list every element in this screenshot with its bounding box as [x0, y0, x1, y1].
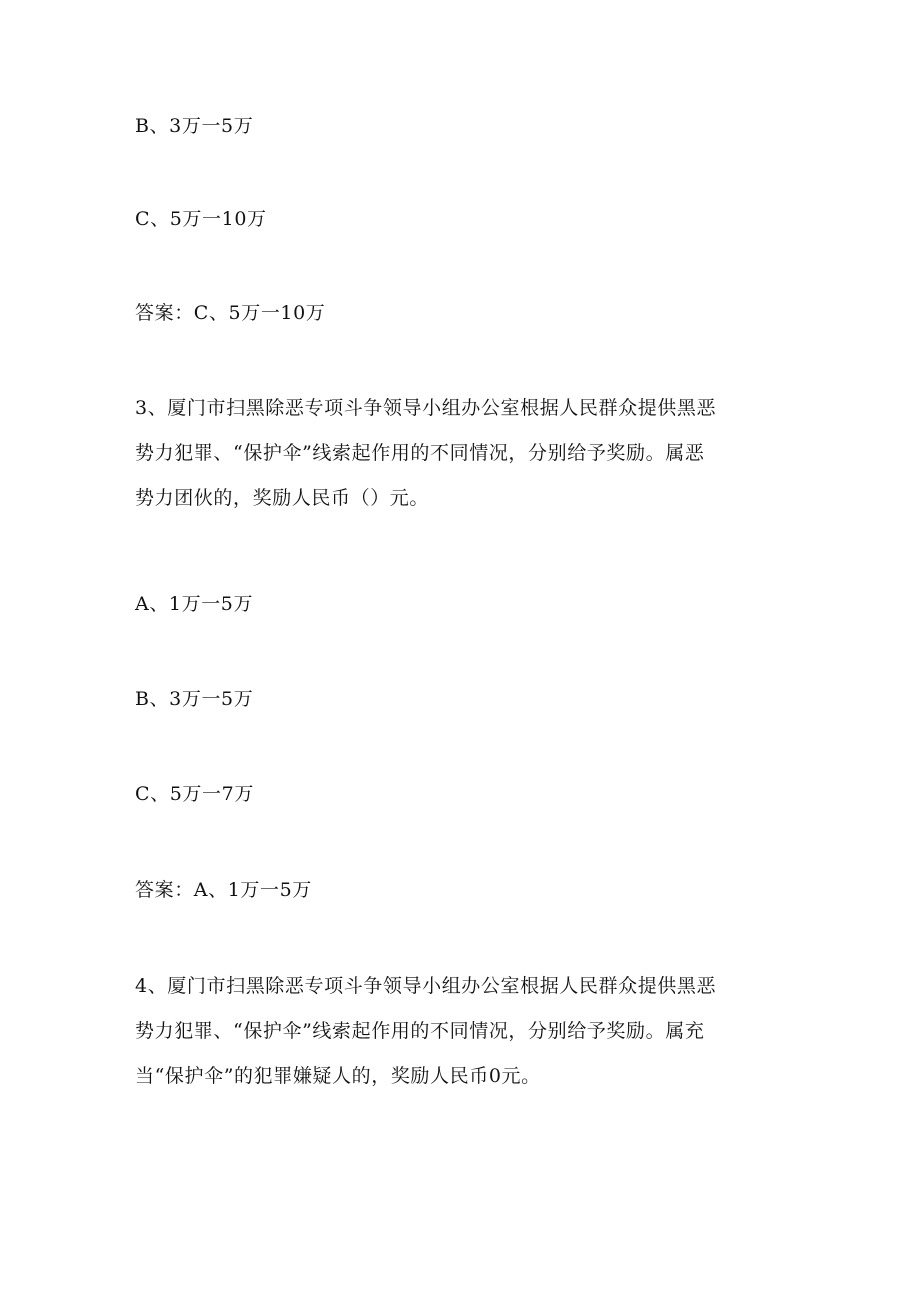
question-3-answer: 答案：A、1万一5万	[135, 879, 312, 901]
question-3-line-3: 势力团伙的，奖励人民币（）元。	[135, 487, 430, 509]
question-3-line-1: 3、厦门市扫黑除恶专项斗争领导小组办公室根据人民群众提供黑恶	[135, 397, 717, 419]
question-4-line-1: 4、厦门市扫黑除恶专项斗争领导小组办公室根据人民群众提供黑恶	[135, 975, 717, 997]
question-3-option-b: B、3万一5万	[135, 688, 254, 710]
question-4	[135, 964, 800, 1099]
question-4-line-2: 势力犯罪、“保护伞”线索起作用的不同情况，分别给予奖励。属充	[135, 1020, 705, 1042]
question-3-option-c: C、5万一7万	[135, 783, 254, 805]
question-3-option-a: A、1万一5万	[135, 593, 254, 615]
option-c-prev: C、5万一10万	[135, 208, 267, 230]
question-4-line-3: 当“保护伞”的犯罪嫌疑人的，奖励人民币0元。	[135, 1065, 541, 1087]
option-b-prev: B、3万一5万	[135, 115, 254, 137]
question-3	[135, 386, 800, 521]
question-3-line-2: 势力犯罪、“保护伞”线索起作用的不同情况，分别给予奖励。属恶	[135, 442, 705, 464]
answer-prev: 答案：C、5万一10万	[135, 302, 326, 324]
